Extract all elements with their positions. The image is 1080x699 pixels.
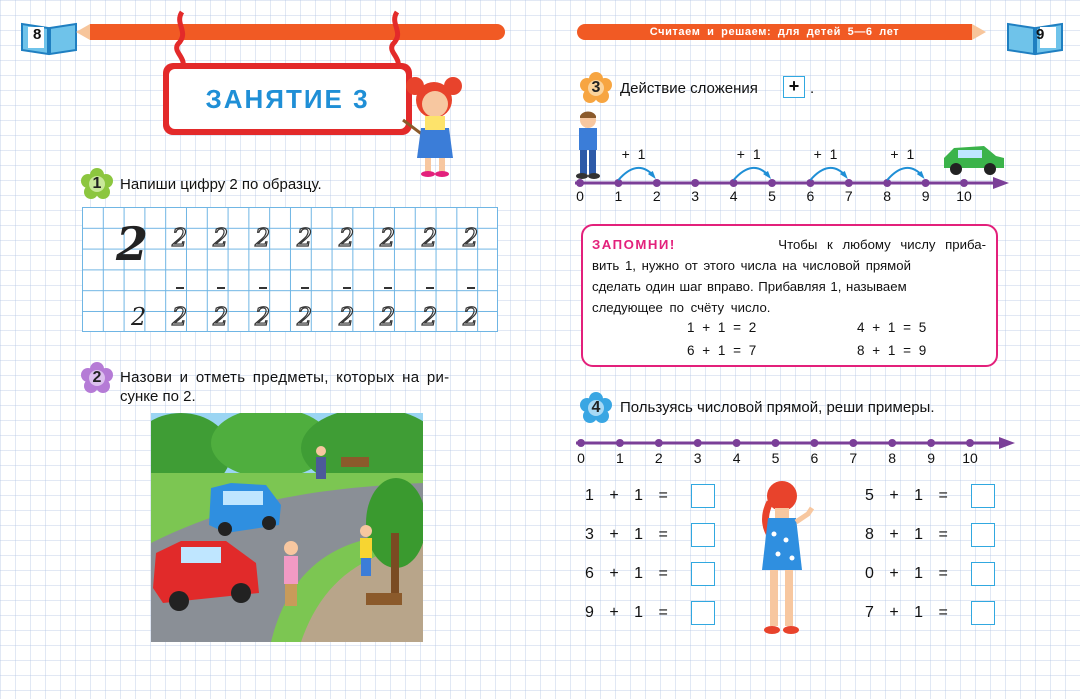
number-line-point bbox=[730, 179, 738, 187]
number-line-point bbox=[960, 179, 968, 187]
number-line-label: 8 bbox=[888, 450, 897, 466]
tracing-dash bbox=[426, 287, 434, 289]
exercise-expression: 1 + 1 = bbox=[585, 487, 668, 504]
tracing-dash bbox=[343, 287, 351, 289]
number-line-point bbox=[733, 439, 741, 447]
answer-box[interactable] bbox=[971, 601, 995, 625]
step-arc bbox=[734, 168, 769, 180]
exercise-expression: 8 + 1 = bbox=[865, 526, 948, 543]
step-arrowhead bbox=[917, 171, 925, 179]
step-arc bbox=[810, 168, 845, 180]
number-line-point bbox=[616, 439, 624, 447]
plus-sign-box: + bbox=[783, 76, 805, 98]
remember-line-1: Чтобы к любому числу приба- bbox=[778, 237, 986, 252]
car-illustration bbox=[940, 140, 1006, 176]
number-line-label: 1 bbox=[615, 450, 624, 466]
number-line-label: 5 bbox=[768, 188, 776, 204]
number-line-label: 8 bbox=[883, 188, 892, 204]
tracing-digit: 2 bbox=[422, 303, 438, 331]
number-line-point bbox=[810, 439, 818, 447]
number-line-label: 7 bbox=[849, 450, 858, 466]
pencil-bar-left bbox=[90, 24, 505, 40]
number-line-point bbox=[577, 439, 585, 447]
number-line-label: 3 bbox=[693, 450, 702, 466]
tracing-digit: 2 bbox=[213, 224, 229, 252]
tracing-digit: 2 bbox=[463, 303, 479, 331]
number-line-label: 4 bbox=[729, 188, 738, 204]
step-label: + 1 bbox=[736, 146, 761, 162]
number-line-point bbox=[691, 179, 699, 187]
remember-box bbox=[581, 224, 998, 367]
number-line-point bbox=[927, 439, 935, 447]
left-page-number: 8 bbox=[33, 26, 42, 43]
answer-box[interactable] bbox=[691, 601, 715, 625]
remember-title: ЗАПОМНИ! bbox=[592, 237, 676, 252]
exercise-expression: 7 + 1 = bbox=[865, 604, 948, 621]
tracing-dash bbox=[259, 287, 267, 289]
girl-pointer-illustration bbox=[395, 70, 475, 180]
tracing-digit: 2 bbox=[255, 303, 271, 331]
remember-text bbox=[592, 234, 986, 318]
tracing-digit: 2 bbox=[297, 303, 313, 331]
remember-line-4: следующее по счёту число. bbox=[592, 300, 771, 315]
number-line-arrow bbox=[993, 177, 1009, 189]
tracing-digit: 2 bbox=[380, 224, 396, 252]
number-line-label: 10 bbox=[956, 188, 972, 204]
exercise-expression: 3 + 1 = bbox=[585, 526, 668, 543]
task-3-text: Действие сложения bbox=[620, 80, 758, 97]
number-line-point bbox=[614, 179, 622, 187]
exercise-expression: 5 + 1 = bbox=[865, 487, 948, 504]
girl-illustration bbox=[752, 478, 818, 638]
lesson-title: ЗАНЯТИЕ 3 bbox=[169, 69, 406, 129]
tracing-dash bbox=[176, 287, 184, 289]
answer-box[interactable] bbox=[971, 484, 995, 508]
remember-example: 4 + 1 = 5 bbox=[857, 320, 927, 335]
task-3-period: . bbox=[810, 80, 815, 97]
step-arc bbox=[618, 168, 653, 180]
number-line-label: 0 bbox=[577, 450, 585, 466]
step-label: + 1 bbox=[890, 146, 915, 162]
remember-line-2: вить 1, нужно от этого числа на числовой прямой bbox=[592, 258, 911, 273]
number-line-label: 9 bbox=[921, 188, 930, 204]
number-line-point bbox=[576, 179, 584, 187]
number-line-label: 9 bbox=[927, 450, 935, 466]
task-4-text: Пользуясь числовой прямой, реши примеры. bbox=[620, 399, 935, 416]
step-arrowhead bbox=[763, 171, 771, 179]
tracing-digit: 2 bbox=[172, 224, 188, 252]
remember-example: 1 + 1 = 2 bbox=[687, 320, 757, 335]
task-2-text-line-2: сунке по 2. bbox=[120, 388, 196, 405]
lesson-sign bbox=[163, 63, 412, 135]
tracing-dash bbox=[301, 287, 309, 289]
number-line-arrow bbox=[999, 437, 1015, 449]
number-line-label: 1 bbox=[614, 188, 623, 204]
number-line-point bbox=[845, 179, 853, 187]
task-1-text: Напиши цифру 2 по образцу. bbox=[120, 176, 322, 193]
number-line-label: 5 bbox=[771, 450, 780, 466]
tracing-dash bbox=[467, 287, 475, 289]
step-arrowhead bbox=[840, 171, 848, 179]
number-line-label: 3 bbox=[691, 188, 700, 204]
answer-box[interactable] bbox=[691, 523, 715, 547]
exercise-expression: 9 + 1 = bbox=[585, 604, 668, 621]
number-line-point bbox=[888, 439, 896, 447]
number-line-label: 10 bbox=[962, 450, 978, 466]
sample-digit-small: 2 bbox=[131, 303, 147, 331]
number-line-point bbox=[653, 179, 661, 187]
answer-box[interactable] bbox=[691, 562, 715, 586]
book-title: Считаем и решаем: для детей 5—6 лет bbox=[649, 26, 900, 38]
tracing-dash bbox=[384, 287, 392, 289]
number-line-point bbox=[966, 439, 974, 447]
task-2-badge: 2 bbox=[81, 362, 113, 394]
tracing-digit: 2 bbox=[339, 303, 355, 331]
tracing-digit: 2 bbox=[463, 224, 479, 252]
step-label: + 1 bbox=[813, 146, 838, 162]
step-arrowhead bbox=[648, 171, 656, 179]
tracing-digit: 2 bbox=[172, 303, 188, 331]
task-2-text-line-1: Назови и отметь предметы, которых на ри- bbox=[120, 369, 450, 386]
number-line-point bbox=[768, 179, 776, 187]
tracing-digit: 2 bbox=[380, 303, 396, 331]
tracing-dash bbox=[217, 287, 225, 289]
tracing-digit: 2 bbox=[297, 224, 313, 252]
remember-example: 8 + 1 = 9 bbox=[857, 343, 927, 358]
number-line-label: 6 bbox=[810, 450, 819, 466]
step-label: + 1 bbox=[621, 146, 646, 162]
number-line-point bbox=[655, 439, 663, 447]
number-line-label: 6 bbox=[806, 188, 815, 204]
tracing-digit: 2 bbox=[422, 224, 438, 252]
number-line-point bbox=[883, 179, 891, 187]
number-line-label: 2 bbox=[652, 188, 661, 204]
task-4-badge: 4 bbox=[580, 392, 612, 424]
tracing-digit: 2 bbox=[213, 303, 229, 331]
park-scene-picture bbox=[151, 413, 423, 642]
number-line-point bbox=[772, 439, 780, 447]
step-arc bbox=[887, 168, 922, 180]
right-page-number: 9 bbox=[1036, 26, 1045, 43]
number-line-label: 7 bbox=[844, 188, 853, 204]
task-3-badge: 3 bbox=[580, 72, 612, 104]
number-line-point bbox=[806, 179, 814, 187]
boy-illustration bbox=[571, 110, 605, 180]
number-line-label: 4 bbox=[732, 450, 741, 466]
number-line-point bbox=[922, 179, 930, 187]
number-line-label: 0 bbox=[576, 188, 584, 204]
answer-box[interactable] bbox=[691, 484, 715, 508]
remember-example: 6 + 1 = 7 bbox=[687, 343, 757, 358]
number-line-label: 2 bbox=[654, 450, 663, 466]
number-line-point bbox=[694, 439, 702, 447]
number-line-point bbox=[849, 439, 857, 447]
exercise-expression: 6 + 1 = bbox=[585, 565, 668, 582]
exercise-expression: 0 + 1 = bbox=[865, 565, 948, 582]
sample-digit: 2 bbox=[116, 217, 149, 271]
tracing-digit: 2 bbox=[339, 224, 355, 252]
answer-box[interactable] bbox=[971, 562, 995, 586]
book-icon-right bbox=[1006, 18, 1064, 56]
tracing-digit: 2 bbox=[255, 224, 271, 252]
remember-line-3: сделать один шаг вправо. Прибавляя 1, называем bbox=[592, 279, 907, 294]
answer-box[interactable] bbox=[971, 523, 995, 547]
task-1-badge: 1 bbox=[81, 168, 113, 200]
book-icon-left bbox=[20, 18, 78, 56]
